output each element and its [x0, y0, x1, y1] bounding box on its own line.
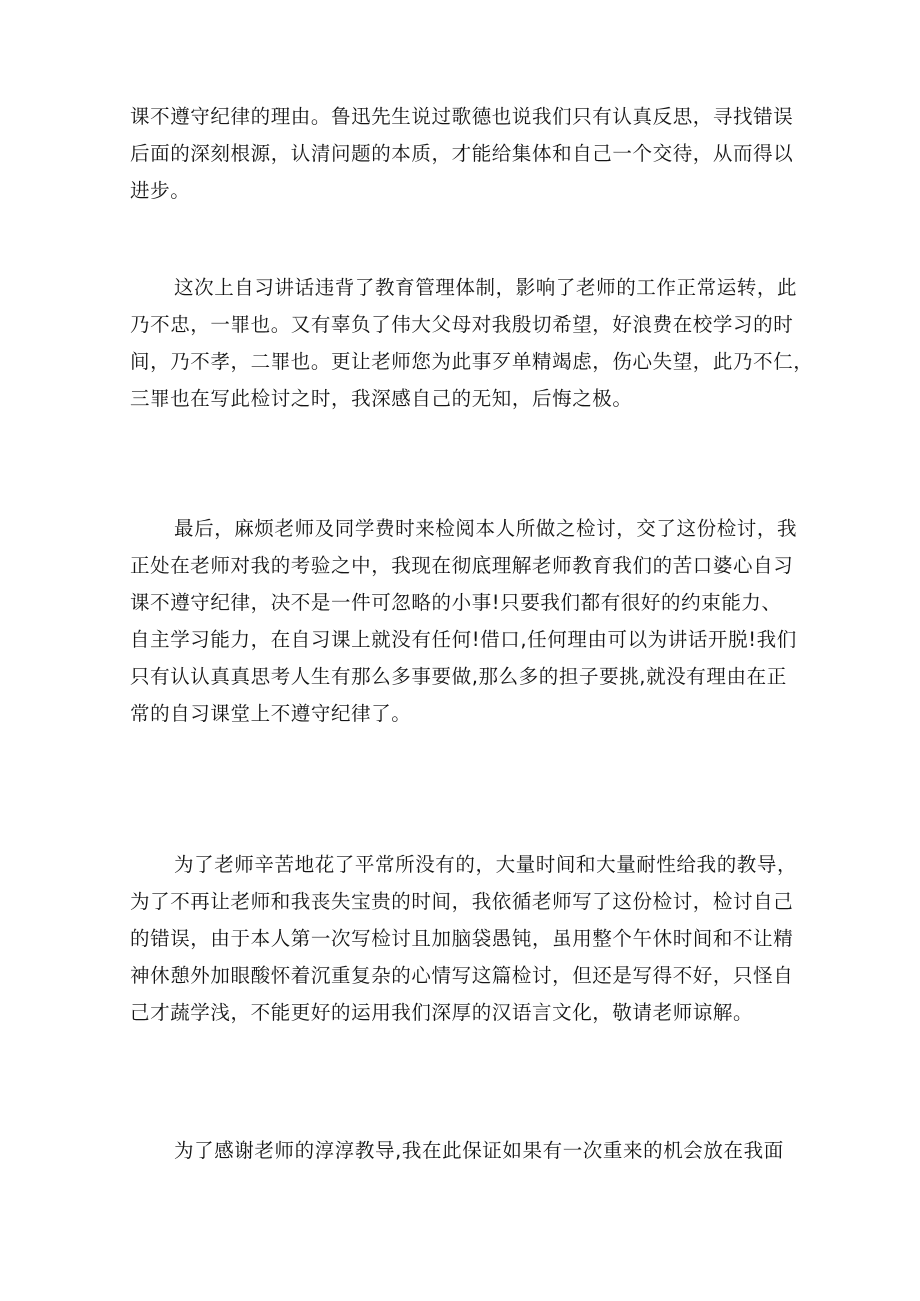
paragraph-4	[130, 846, 800, 1031]
text-line: 后面的深刻根源，认清问题的本质，才能给集体和自己一个交待，从而得以	[130, 142, 794, 165]
text-line: 己才蔬学浅，不能更好的运用我们深厚的汉语言文化，敬请老师谅解。	[130, 1001, 754, 1024]
text-line: 进步。	[130, 179, 191, 202]
text-line: 三罪也在写此检讨之时，我深感自己的无知，后悔之极。	[130, 387, 633, 410]
text-line: 为了感谢老师的淳淳教导,我在此保证如果有一次重来的机会放在我面	[174, 1139, 784, 1162]
text-line: 为了不再让老师和我丧失宝贵的时间，我依循老师写了这份检讨，检讨自己	[130, 890, 794, 913]
text-line: 乃不忠，一罪也。又有辜负了伟大父母对我殷切希望，好浪费在校学习的时	[130, 313, 794, 336]
text-line: 常的自习课堂上不遵守纪律了。	[130, 702, 412, 725]
text-line: 课不遵守纪律，决不是一件可忽略的小事!只要我们都有很好的约束能力、	[130, 591, 782, 614]
text-line: 只有认认真真思考人生有那么多事要做,那么多的担子要挑,就没有理由在正	[130, 665, 787, 688]
text-line: 间，乃不孝，二罪也。更让老师您为此事歹单精竭虑，伤心失望，此乃不仁，	[130, 350, 814, 373]
paragraph-1	[130, 98, 800, 209]
text-line: 神休憩外加眼酸怀着沉重复杂的心情写这篇检讨，但还是写得不好，只怪自	[130, 964, 794, 987]
paragraph-3	[130, 510, 800, 732]
paragraph-2	[130, 269, 814, 417]
text-line: 自主学习能力，在自习课上就没有任何!借口,任何理由可以为讲话开脱!我们	[130, 628, 797, 651]
text-line: 的错误，由于本人第一次写检讨且加脑袋愚钝，虽用整个午休时间和不让精	[130, 927, 794, 950]
text-line: 为了老师辛苦地花了平常所没有的，大量时间和大量耐性给我的教导，	[174, 853, 798, 876]
text-line: 这次上自习讲话违背了教育管理体制，影响了老师的工作正常运转，此	[174, 276, 798, 299]
text-line: 正处在老师对我的考验之中，我现在彻底理解老师教育我们的苦口婆心自习	[130, 554, 794, 577]
paragraph-5	[130, 1132, 800, 1169]
text-line: 课不遵守纪律的理由。鲁迅先生说过歌德也说我们只有认真反思，寻找错误	[130, 105, 794, 128]
text-line: 最后，麻烦老师及同学费时来检阅本人所做之检讨，交了这份检讨，我	[174, 517, 798, 540]
